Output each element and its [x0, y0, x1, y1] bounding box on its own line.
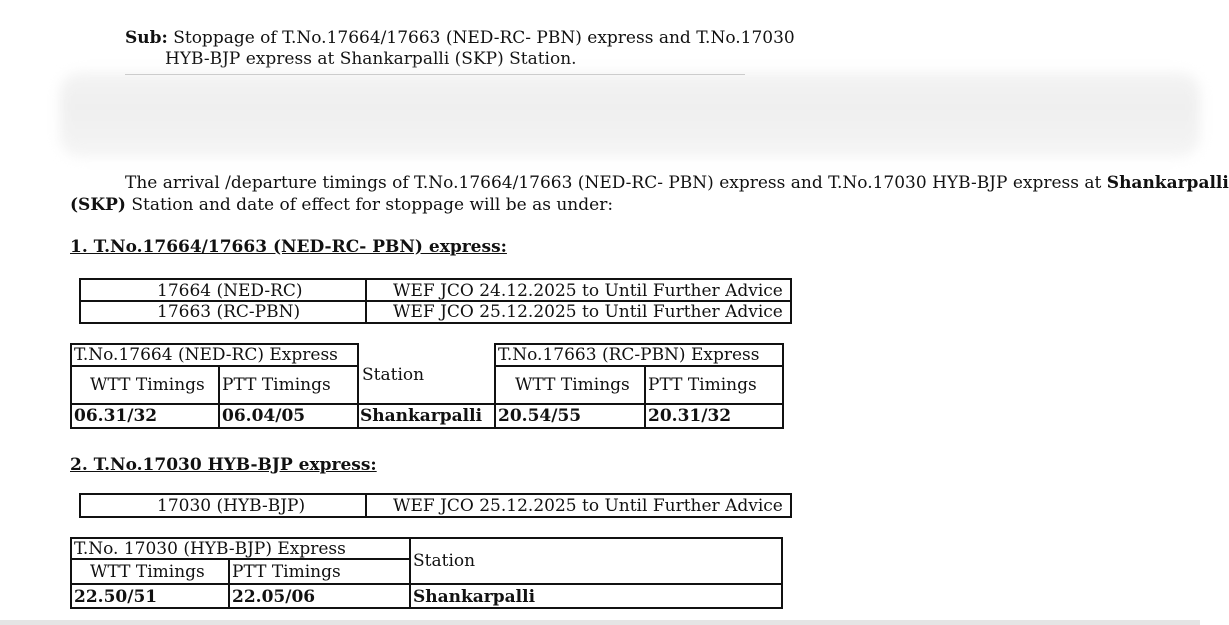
- s2-wtt-label: WTT Timings: [90, 562, 205, 582]
- s2-station-value: Shankarpalli: [413, 587, 536, 607]
- wef-train-3: 17030 (HYB-BJP): [157, 496, 306, 516]
- faint-rule: [125, 74, 745, 75]
- intro-text-1a: The arrival /departure timings of T.No.17664/17663 (NED-RC- PBN) express and T.No.17030 HYB-BJP express at: [125, 173, 1107, 193]
- intro-text-2b: Station and date of effect for stoppage will be as under:: [125, 195, 614, 215]
- wef-train-1: 17664 (NED-RC): [157, 281, 303, 301]
- redacted-region: [60, 72, 1200, 157]
- left-train-header: T.No.17664 (NED-RC) Express: [74, 345, 338, 365]
- left-wtt-label: WTT Timings: [90, 375, 205, 395]
- wef-date-3: WEF JCO 25.12.2025 to Until Further Advice: [393, 496, 783, 516]
- s2-ptt-value: 22.05/06: [232, 587, 316, 607]
- left-ptt-value: 06.04/05: [222, 406, 306, 426]
- wef-col-divider: [365, 278, 367, 324]
- page-bottom-edge: [0, 620, 1200, 625]
- wef-date-2: WEF JCO 25.12.2025 to Until Further Advice: [393, 302, 783, 322]
- s2-wtt-value: 22.50/51: [74, 587, 158, 607]
- right-wtt-value: 20.54/55: [498, 406, 582, 426]
- station-label: Station: [362, 365, 425, 385]
- intro-line-2: [70, 195, 613, 215]
- s2-train-header: T.No. 17030 (HYB-BJP) Express: [74, 539, 346, 559]
- right-ptt-label: PTT Timings: [648, 375, 757, 395]
- subject-text-2: HYB-BJP express at Shankarpalli (SKP) Station.: [165, 49, 577, 69]
- subject-line-1: [125, 28, 795, 48]
- intro-station-name: Shankarpalli: [1106, 173, 1229, 193]
- left-wtt-value: 06.31/32: [74, 406, 158, 426]
- s2-station-label: Station: [413, 551, 476, 571]
- intro-station-code: (SKP): [70, 195, 126, 215]
- wef-date-1: WEF JCO 24.12.2025 to Until Further Advice: [393, 281, 783, 301]
- wef-train-2: 17663 (RC-PBN): [157, 302, 301, 322]
- left-ptt-label: PTT Timings: [222, 375, 331, 395]
- right-wtt-label: WTT Timings: [515, 375, 630, 395]
- s2-ptt-label: PTT Timings: [232, 562, 341, 582]
- right-train-header: T.No.17663 (RC-PBN) Express: [498, 345, 760, 365]
- intro-line-1: [125, 173, 1229, 193]
- section1-heading: 1. T.No.17664/17663 (NED-RC- PBN) express:: [70, 237, 507, 257]
- subject-text-1: Stoppage of T.No.17664/17663 (NED-RC- PBN) express and T.No.17030: [173, 28, 795, 48]
- subject-prefix: Sub:: [125, 28, 168, 48]
- right-ptt-value: 20.31/32: [648, 406, 732, 426]
- station-value: Shankarpalli: [360, 406, 483, 426]
- section2-heading: 2. T.No.17030 HYB-BJP express:: [70, 455, 377, 475]
